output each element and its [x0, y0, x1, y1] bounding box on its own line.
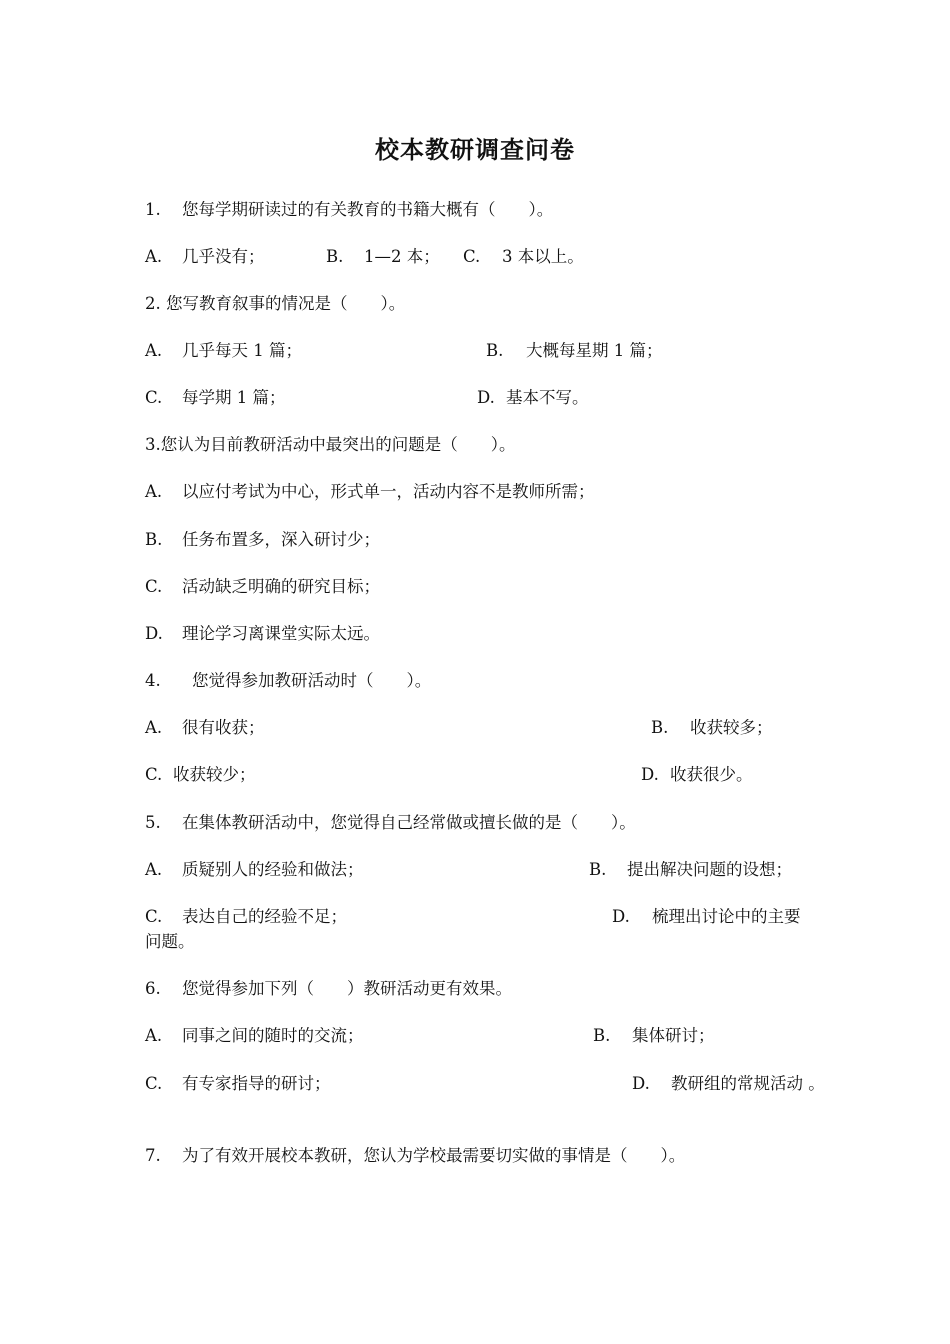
question-5-option-a: A. 质疑别人的经验和做法； — [145, 860, 364, 879]
question-3-option-c: C. 活动缺乏明确的研究目标； — [145, 577, 380, 596]
question-7 — [145, 1145, 685, 1167]
question-6-number: 6. — [145, 979, 161, 998]
question-6-option-a: A. 同事之间的随时的交流； — [145, 1026, 364, 1045]
question-6-text: 您觉得参加下列（ ）教研活动更有效果。 — [182, 979, 512, 998]
question-4-option-a: A. 很有收获； — [145, 718, 265, 737]
question-5-option-d: D. 梳理出讨论中的主要 — [612, 907, 801, 926]
question-4 — [145, 670, 431, 692]
question-4-text: 您觉得参加教研活动时（ ）。 — [192, 671, 432, 690]
question-2-option-b: B. 大概每星期 1 篇； — [486, 341, 663, 360]
question-2-option-c: C. 每学期 1 篇； — [145, 388, 286, 407]
question-3-option-d: D. 理论学习离课堂实际太远。 — [145, 624, 380, 643]
question-1 — [145, 199, 553, 221]
question-4-option-b: B. 收获较多； — [651, 718, 773, 737]
question-2-option-a: A. 几乎每天 1 篇； — [145, 341, 302, 360]
question-3-option-b: B. 任务布置多，深入研讨少； — [145, 530, 380, 549]
question-1-number: 1. — [145, 200, 161, 219]
question-7-text: 为了有效开展校本教研，您认为学校最需要切实做的事情是（ ）。 — [182, 1146, 686, 1165]
document-title: 校本教研调查问卷 — [375, 135, 575, 164]
question-1-option-b: B. 1—2 本； — [326, 247, 440, 266]
question-5-number: 5. — [145, 813, 161, 832]
question-1-option-a: A. 几乎没有； — [145, 247, 265, 266]
question-4-option-d: D. 收获很少。 — [641, 765, 753, 784]
question-4-number: 4. — [145, 671, 161, 690]
question-7-number: 7. — [145, 1146, 161, 1165]
question-5-option-d-continuation: 问题。 — [145, 932, 195, 951]
question-5-text: 在集体教研活动中，您觉得自己经常做或擅长做的是（ ）。 — [182, 813, 636, 832]
question-6-option-b: B. 集体研讨； — [593, 1026, 715, 1045]
question-1-text: 您每学期研读过的有关教育的书籍大概有（ ）。 — [182, 200, 554, 219]
question-5 — [145, 812, 636, 834]
question-4-option-c: C. 收获较少； — [145, 765, 256, 784]
question-3: 3.您认为目前教研活动中最突出的问题是（ ）。 — [145, 435, 516, 454]
question-5-option-b: B. 提出解决问题的设想； — [589, 860, 792, 879]
question-6 — [145, 978, 512, 1000]
question-6-option-d: D. 教研组的常规活动 。 — [632, 1074, 825, 1093]
question-2: 2. 您写教育叙事的情况是（ ）。 — [145, 294, 406, 313]
question-2-option-d: D. 基本不写。 — [477, 388, 589, 407]
question-5-option-c: C. 表达自己的经验不足； — [145, 907, 347, 926]
question-3-option-a: A. 以应付考试为中心，形式单一，活动内容不是教师所需； — [145, 482, 595, 501]
question-1-option-c: C. 3 本以上。 — [463, 247, 584, 266]
question-6-option-c: C. 有专家指导的研讨； — [145, 1074, 331, 1093]
